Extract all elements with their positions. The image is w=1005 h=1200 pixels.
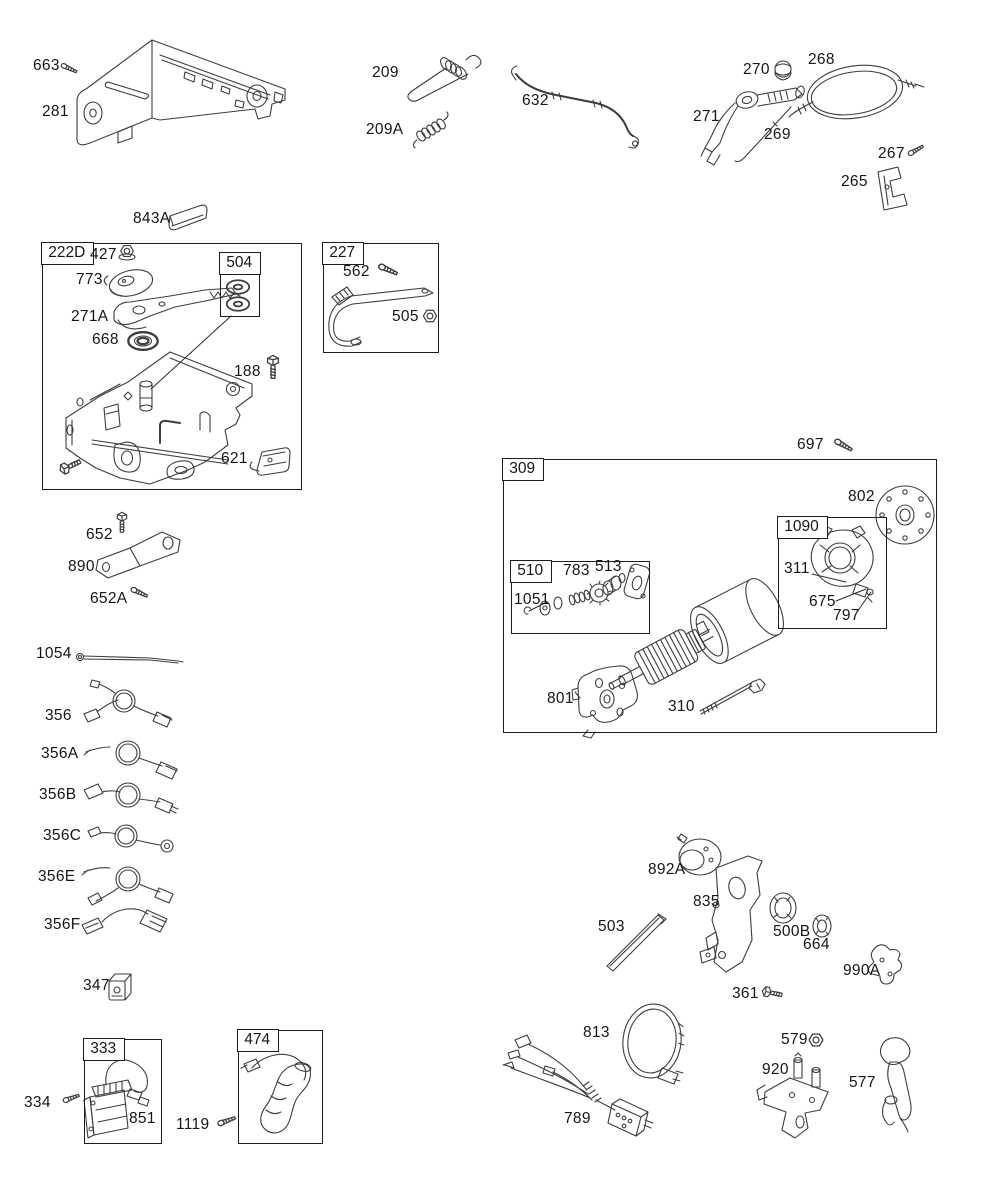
screw-697-drawing — [834, 438, 853, 452]
part-label-802: 802 — [848, 488, 875, 505]
part-label-334: 334 — [24, 1094, 51, 1111]
part-label-652A: 652A — [90, 590, 128, 607]
part-label-188: 188 — [234, 363, 261, 380]
group-box-227 — [323, 243, 439, 353]
block-347-drawing — [109, 974, 131, 1000]
wire-356B-drawing — [84, 783, 178, 813]
part-label-361: 361 — [732, 985, 759, 1002]
part-label-356A: 356A — [41, 745, 79, 762]
part-label-271A: 271A — [71, 308, 109, 325]
part-label-209: 209 — [372, 64, 399, 81]
part-label-513: 513 — [595, 558, 622, 575]
part-label-621: 621 — [221, 450, 248, 467]
part-label-271: 271 — [693, 108, 720, 125]
part-label-851: 851 — [129, 1110, 156, 1127]
part-label-577: 577 — [849, 1074, 876, 1091]
part-label-843A: 843A — [133, 210, 171, 227]
screw-663-drawing — [60, 63, 77, 74]
part-label-269: 269 — [764, 126, 791, 143]
wire-356C-drawing — [88, 825, 173, 852]
part-label-668: 668 — [92, 331, 119, 348]
part-label-209A: 209A — [366, 121, 404, 138]
group-box-label-309: 309 — [502, 458, 544, 481]
part-label-356E: 356E — [38, 868, 76, 885]
knob-nut-270-drawing — [775, 61, 791, 80]
part-label-1051: 1051 — [514, 591, 550, 608]
part-label-1119: 1119 — [176, 1116, 210, 1133]
group-box-504 — [220, 253, 260, 317]
group-box-333 — [84, 1039, 162, 1144]
part-label-500B: 500B — [773, 923, 811, 940]
part-label-1054: 1054 — [36, 645, 72, 662]
wire-356E-drawing — [82, 867, 173, 905]
part-label-990A: 990A — [843, 962, 881, 979]
group-box-label-1090: 1090 — [777, 516, 827, 539]
part-label-920: 920 — [762, 1061, 789, 1078]
screw-652A-drawing — [130, 587, 148, 599]
rod-1054-drawing — [77, 654, 184, 664]
wire-356-drawing — [84, 680, 172, 727]
part-label-632: 632 — [522, 92, 549, 109]
washer-664-drawing — [813, 915, 831, 937]
part-label-311: 311 — [784, 560, 810, 577]
wire-356F-drawing — [82, 909, 167, 934]
part-label-427: 427 — [90, 246, 117, 263]
part-label-505: 505 — [392, 308, 419, 325]
part-label-281: 281 — [42, 103, 69, 120]
part-label-789: 789 — [564, 1110, 591, 1127]
part-label-356F: 356F — [44, 916, 81, 933]
control-bracket-281-drawing — [77, 40, 285, 145]
group-box-label-504: 504 — [219, 252, 261, 275]
screw-267-drawing — [907, 144, 924, 156]
part-label-562: 562 — [343, 263, 370, 280]
part-label-773: 773 — [76, 271, 103, 288]
part-label-783: 783 — [563, 562, 590, 579]
clamp-813-drawing — [619, 1001, 689, 1084]
part-label-503: 503 — [598, 918, 625, 935]
nut-579-drawing — [809, 1034, 823, 1046]
wire-356A-drawing — [84, 741, 177, 779]
part-label-310: 310 — [668, 698, 695, 715]
part-label-890: 890 — [68, 558, 95, 575]
part-label-270: 270 — [743, 61, 770, 78]
part-label-356B: 356B — [39, 786, 77, 803]
group-box-474 — [238, 1030, 323, 1144]
screw-334-drawing — [63, 1093, 80, 1103]
part-label-265: 265 — [841, 173, 868, 190]
bolt-361-drawing — [761, 986, 782, 999]
part-label-697: 697 — [797, 436, 824, 453]
part-label-579: 579 — [781, 1031, 808, 1048]
group-box-label-510: 510 — [510, 560, 552, 583]
part-label-892A: 892A — [648, 861, 686, 878]
part-label-356C: 356C — [43, 827, 82, 844]
part-label-347: 347 — [83, 977, 110, 994]
part-label-268: 268 — [808, 51, 835, 68]
spring-209-drawing — [408, 55, 481, 101]
part-label-267: 267 — [878, 145, 905, 162]
part-label-652: 652 — [86, 526, 113, 543]
clip-bracket-265-drawing — [878, 167, 907, 210]
screw-1119-drawing — [217, 1116, 236, 1127]
part-label-835: 835 — [693, 893, 720, 910]
part-label-675: 675 — [809, 593, 836, 610]
part-label-663: 663 — [33, 57, 60, 74]
spring-209A-drawing — [413, 112, 448, 148]
part-label-797: 797 — [833, 607, 860, 624]
group-box-label-474: 474 — [237, 1029, 279, 1052]
part-label-813: 813 — [583, 1024, 610, 1041]
group-box-label-222D: 222D — [41, 242, 94, 265]
group-box-label-333: 333 — [83, 1038, 125, 1061]
ring-500B-drawing — [770, 893, 796, 923]
boot-577-drawing — [881, 1038, 912, 1132]
part-label-801: 801 — [547, 690, 574, 707]
bolt-652-drawing — [117, 512, 126, 532]
group-box-label-227: 227 — [322, 242, 364, 265]
part-label-356: 356 — [45, 707, 72, 724]
part-label-664: 664 — [803, 936, 830, 953]
pad-843A-drawing — [169, 205, 207, 230]
